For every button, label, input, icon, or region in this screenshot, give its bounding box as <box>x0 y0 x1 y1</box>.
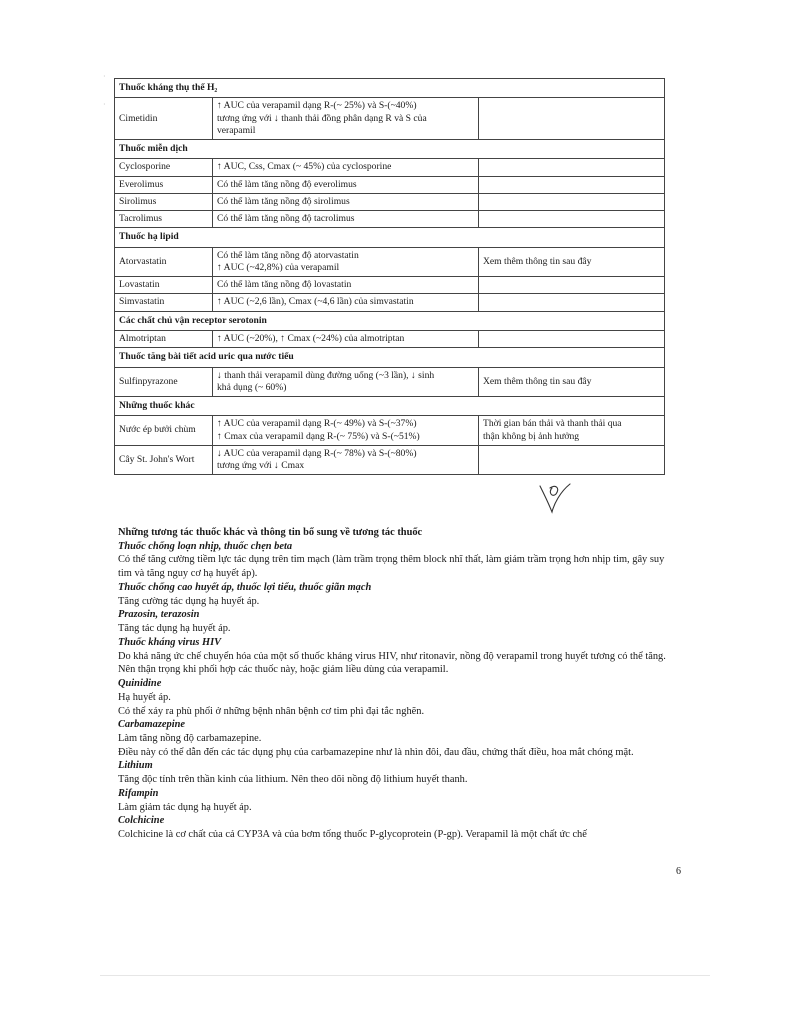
drug-name: Cây St. John's Wort <box>115 445 213 475</box>
handwritten-signature <box>530 478 580 518</box>
group-title: Thuốc miễn dịch <box>115 140 665 159</box>
interaction-note <box>479 211 665 228</box>
subsection-heading: Prazosin, terazosin <box>118 609 200 621</box>
interaction-note <box>479 416 665 446</box>
subsection-heading: Rifampin <box>118 787 159 799</box>
body-paragraph: Làm tăng nồng độ carbamazepine. <box>118 733 262 745</box>
table-row <box>115 193 665 210</box>
body-paragraph: Hạ huyết áp. <box>118 691 171 703</box>
group-title: Thuốc hạ lipid <box>115 228 665 247</box>
drug-name: Tacrolimus <box>115 211 213 228</box>
drug-name: Sirolimus <box>115 193 213 210</box>
cell-line: verapamil <box>217 124 256 136</box>
table-group-header <box>115 397 665 416</box>
scan-mark: · <box>103 100 106 109</box>
interaction-note <box>479 330 665 347</box>
group-title: Các chất chủ vận receptor serotonin <box>115 311 665 330</box>
table-group-header <box>115 348 665 367</box>
interaction-effect <box>213 98 479 140</box>
cell-line: Có thể làm tăng nồng độ atorvastatin <box>217 249 359 261</box>
drug-name: Lovastatin <box>115 277 213 294</box>
interaction-note <box>479 98 665 140</box>
drug-name: Sulfinpyrazone <box>115 367 213 397</box>
cell-line: Có thể làm tăng nồng độ everolimus <box>217 178 357 190</box>
drug-name: Atorvastatin <box>115 247 213 277</box>
subsection-heading: Carbamazepine <box>118 719 185 731</box>
table-row <box>115 277 665 294</box>
table-row <box>115 294 665 311</box>
table-row <box>115 211 665 228</box>
cell-line: Xem thêm thông tin sau đây <box>483 375 592 387</box>
cell-line: tương ứng với ↓ thanh thải đồng phân dạng R và S của <box>217 112 427 124</box>
drug-name: Simvastatin <box>115 294 213 311</box>
table-row <box>115 416 665 446</box>
cell-line: ↓ thanh thải verapamil dùng đường uống (~3 lần), ↓ sinh <box>217 369 435 381</box>
cell-line: ↑ AUC của verapamil dạng R-(~ 25%) và S-(~40%) <box>217 100 417 112</box>
table-row <box>115 445 665 475</box>
body-paragraph: Tăng độc tính trên thần kinh của lithium. Nên theo dõi nồng độ lithium huyết thanh. <box>118 774 468 786</box>
body-paragraph: Có thể tăng cường tiềm lực tác dụng trên tim mạch (làm trầm trọng thêm block nhĩ thất, làm giảm trầm trọng hơn nhịp tim, gây suy tim và tăng nguy cơ hạ huyết áp). <box>118 554 665 580</box>
cell-line: tương ứng với ↓ Cmax <box>217 460 305 472</box>
table-row <box>115 367 665 397</box>
cell-line: Thời gian bán thải và thanh thải qua <box>483 418 622 430</box>
subsection-heading: Colchicine <box>118 815 165 827</box>
group-title: Những thuốc khác <box>115 397 665 416</box>
drug-name: Almotriptan <box>115 330 213 347</box>
interaction-note <box>479 445 665 475</box>
table-group-header <box>115 311 665 330</box>
body-paragraph: Tăng tác dụng hạ huyết áp. <box>118 623 231 635</box>
subsection-heading: Quinidine <box>118 678 162 690</box>
interaction-note <box>479 277 665 294</box>
body-paragraph: Làm giảm tác dụng hạ huyết áp. <box>118 801 252 813</box>
subsection-heading: Thuốc chống cao huyết áp, thuốc lợi tiểu, thuốc giãn mạch <box>118 581 372 593</box>
page-number: 6 <box>676 866 681 877</box>
interaction-note <box>479 367 665 397</box>
cell-line: Có thể làm tăng nồng độ tacrolimus <box>217 213 355 225</box>
table-body <box>115 79 665 475</box>
table-row <box>115 330 665 347</box>
body-paragraph: Điều này có thể dẫn đến các tác dụng phụ của carbamazepine như là nhìn đôi, đau đầu, chứng thất điều, hoa mắt chóng mặt. <box>118 746 634 758</box>
cell-line: ↑ AUC (~20%), ↑ Cmax (~24%) của almotriptan <box>217 332 405 344</box>
group-title: Thuốc kháng thụ thể H₂ <box>115 79 665 98</box>
cell-line: ↑ AUC (~2,6 lần), Cmax (~4,6 lần) của simvastatin <box>217 296 414 308</box>
table-row <box>115 247 665 277</box>
table-group-header <box>115 228 665 247</box>
interaction-effect <box>213 193 479 210</box>
interaction-effect <box>213 211 479 228</box>
group-title: Thuốc tăng bài tiết acid uric qua nước tiểu <box>115 348 665 367</box>
cell-line: Có thể làm tăng nồng độ lovastatin <box>217 279 352 291</box>
interaction-note <box>479 193 665 210</box>
drug-interaction-table <box>114 78 665 475</box>
interaction-effect <box>213 176 479 193</box>
scan-mark: · <box>103 72 106 81</box>
interaction-effect <box>213 247 479 277</box>
interaction-effect <box>213 294 479 311</box>
section-heading: Những tương tác thuốc khác và thông tin bổ sung về tương tác thuốc <box>118 527 423 538</box>
drug-name: Everolimus <box>115 176 213 193</box>
table-group-header <box>115 79 665 98</box>
cell-line: ↑ AUC của verapamil dạng R-(~ 49%) và S-(~37%) <box>217 418 417 430</box>
interaction-effect <box>213 277 479 294</box>
interaction-note <box>479 159 665 176</box>
drug-name: Cyclosporine <box>115 159 213 176</box>
body-paragraph: Do khả năng ức chế chuyển hóa của một số thuốc kháng virus HIV, như ritonavir, nồng độ verapamil trong huyết tương có thể tăng. Nên thận trọng khi phối hợp các thuốc này, hoặc giảm liều dùng của verapamil. <box>118 650 666 676</box>
interaction-notes <box>118 526 678 842</box>
interaction-effect <box>213 445 479 475</box>
interaction-effect <box>213 416 479 446</box>
cell-line: ↑ Cmax của verapamil dạng R-(~ 75%) và S-(~51%) <box>217 430 420 442</box>
cell-line: khả dụng (~ 60%) <box>217 381 287 393</box>
cell-line: thận không bị ảnh hưởng <box>483 430 580 442</box>
cell-line: Xem thêm thông tin sau đây <box>483 255 592 267</box>
table-group-header <box>115 140 665 159</box>
cell-line: ↓ AUC của verapamil dạng R-(~ 78%) và S-(~80%) <box>217 447 417 459</box>
subsection-heading: Thuốc kháng virus HIV <box>118 636 222 648</box>
subsection-heading: Thuốc chống loạn nhịp, thuốc chẹn beta <box>118 540 293 552</box>
cell-line: ↑ AUC, Css, Cmax (~ 45%) của cyclosporine <box>217 161 392 173</box>
interaction-note <box>479 294 665 311</box>
table-row <box>115 176 665 193</box>
subsection-heading: Lithium <box>118 760 153 772</box>
drug-name: Nước ép bưởi chùm <box>115 416 213 446</box>
interaction-effect <box>213 330 479 347</box>
cell-line: ↑ AUC (~42,8%) của verapamil <box>217 261 340 273</box>
body-paragraph: Tăng cường tác dụng hạ huyết áp. <box>118 595 260 607</box>
interaction-note <box>479 247 665 277</box>
interaction-effect <box>213 367 479 397</box>
body-paragraph: Có thể xảy ra phù phổi ở những bệnh nhân bệnh cơ tim phì đại tắc nghẽn. <box>118 705 425 717</box>
body-paragraph: Colchicine là cơ chất của cả CYP3A và của bơm tống thuốc P-glycoprotein (P-gp). Verapamil là một chất ức chế <box>118 829 587 841</box>
drug-name: Cimetidin <box>115 98 213 140</box>
table-row <box>115 98 665 140</box>
table-row <box>115 159 665 176</box>
cell-line: Có thể làm tăng nồng độ sirolimus <box>217 195 350 207</box>
interaction-note <box>479 176 665 193</box>
interaction-effect <box>213 159 479 176</box>
scan-edge-line <box>100 975 710 976</box>
